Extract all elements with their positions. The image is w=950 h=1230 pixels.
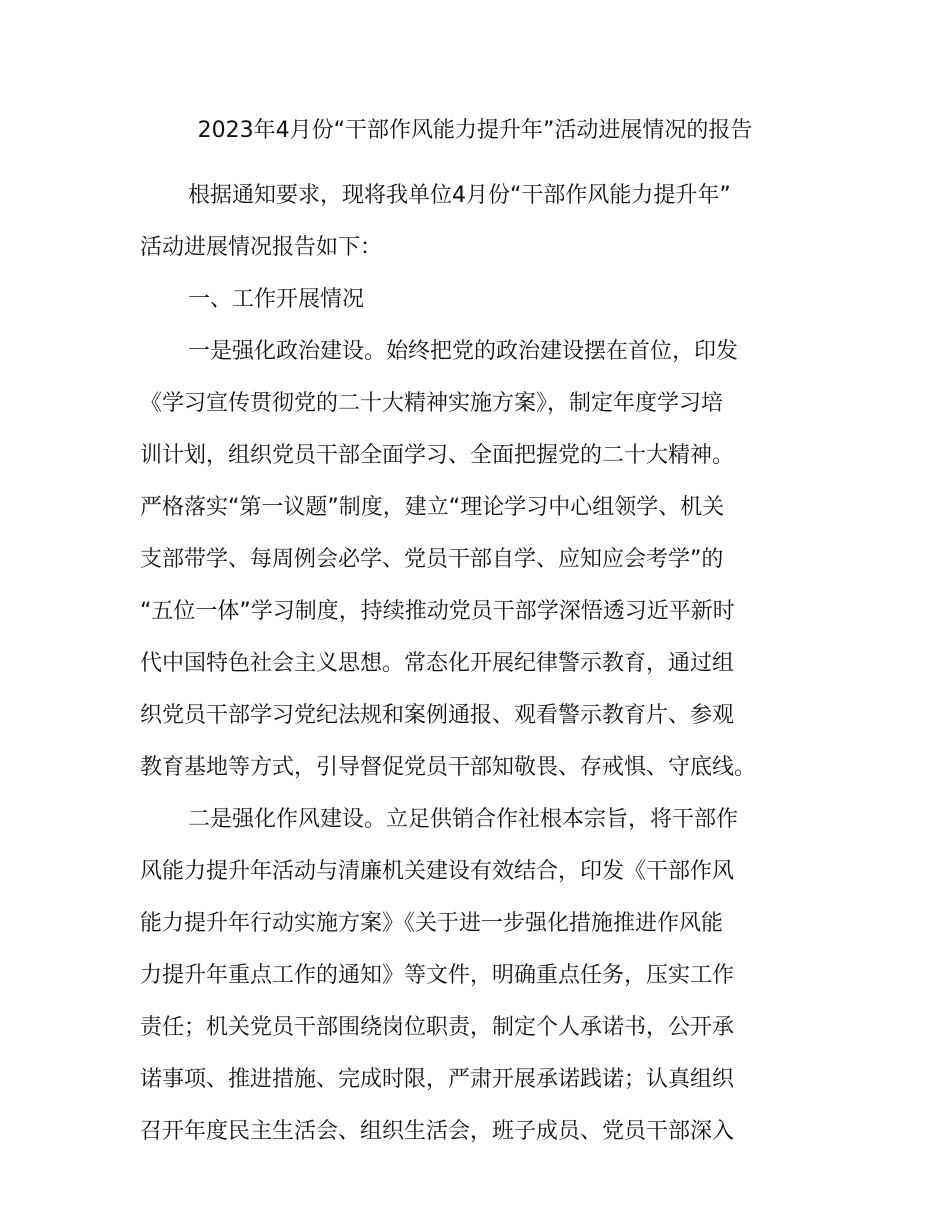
document-title: 2023年4月份“干部作风能力提升年”活动进展情况的报告 <box>197 118 753 143</box>
paragraph-line: 根据通知要求，现将我单位4月份“干部作风能力提升年” <box>188 183 731 208</box>
paragraph-line: 诺事项、推进措施、完成时限，严肃开展承诺践诺；认真组织 <box>140 1067 735 1092</box>
section-heading: 一、工作开展情况 <box>188 287 365 312</box>
paragraph-line: 《学习宣传贯彻党的二十大精神实施方案》，制定年度学习培 <box>140 391 724 416</box>
paragraph-line: 一是强化政治建设。始终把党的政治建设摆在首位，印发 <box>188 339 739 364</box>
paragraph-line: 活动进展情况报告如下： <box>140 235 383 260</box>
paragraph-line: 严格落实“第一议题”制度，建立“理论学习中心组领学、机关 <box>140 495 725 520</box>
paragraph-line: 召开年度民主生活会、组织生活会，班子成员、党员干部深入 <box>140 1119 735 1144</box>
paragraph-line: 能力提升年行动实施方案》《关于进一步强化措施推进作风能 <box>140 911 724 936</box>
paragraph-line: 训计划，组织党员干部全面学习、全面把握党的二十大精神。 <box>140 443 735 468</box>
paragraph-line: 织党员干部学习党纪法规和案例通报、观看警示教育片、参观 <box>140 703 735 728</box>
paragraph-line: 二是强化作风建设。立足供销合作社根本宗旨，将干部作 <box>188 807 739 832</box>
paragraph-line: “五位一体”学习制度，持续推动党员干部学深悟透习近平新时 <box>140 599 735 624</box>
paragraph-line: 力提升年重点工作的通知》等文件，明确重点任务，压实工作 <box>140 963 735 988</box>
document-body <box>140 170 820 1158</box>
paragraph-line: 风能力提升年活动与清廉机关建设有效结合，印发《干部作风 <box>140 859 735 884</box>
paragraph-line: 代中国特色社会主义思想。常态化开展纪律警示教育，通过组 <box>140 651 735 676</box>
paragraph-line: 教育基地等方式，引导督促党员干部知敬畏、存戒惧、守底线。 <box>140 755 757 780</box>
paragraph-line: 支部带学、每周例会必学、党员干部自学、应知应会考学”的 <box>140 547 724 572</box>
paragraph-line: 责任；机关党员干部围绕岗位职责，制定个人承诺书，公开承 <box>140 1015 735 1040</box>
